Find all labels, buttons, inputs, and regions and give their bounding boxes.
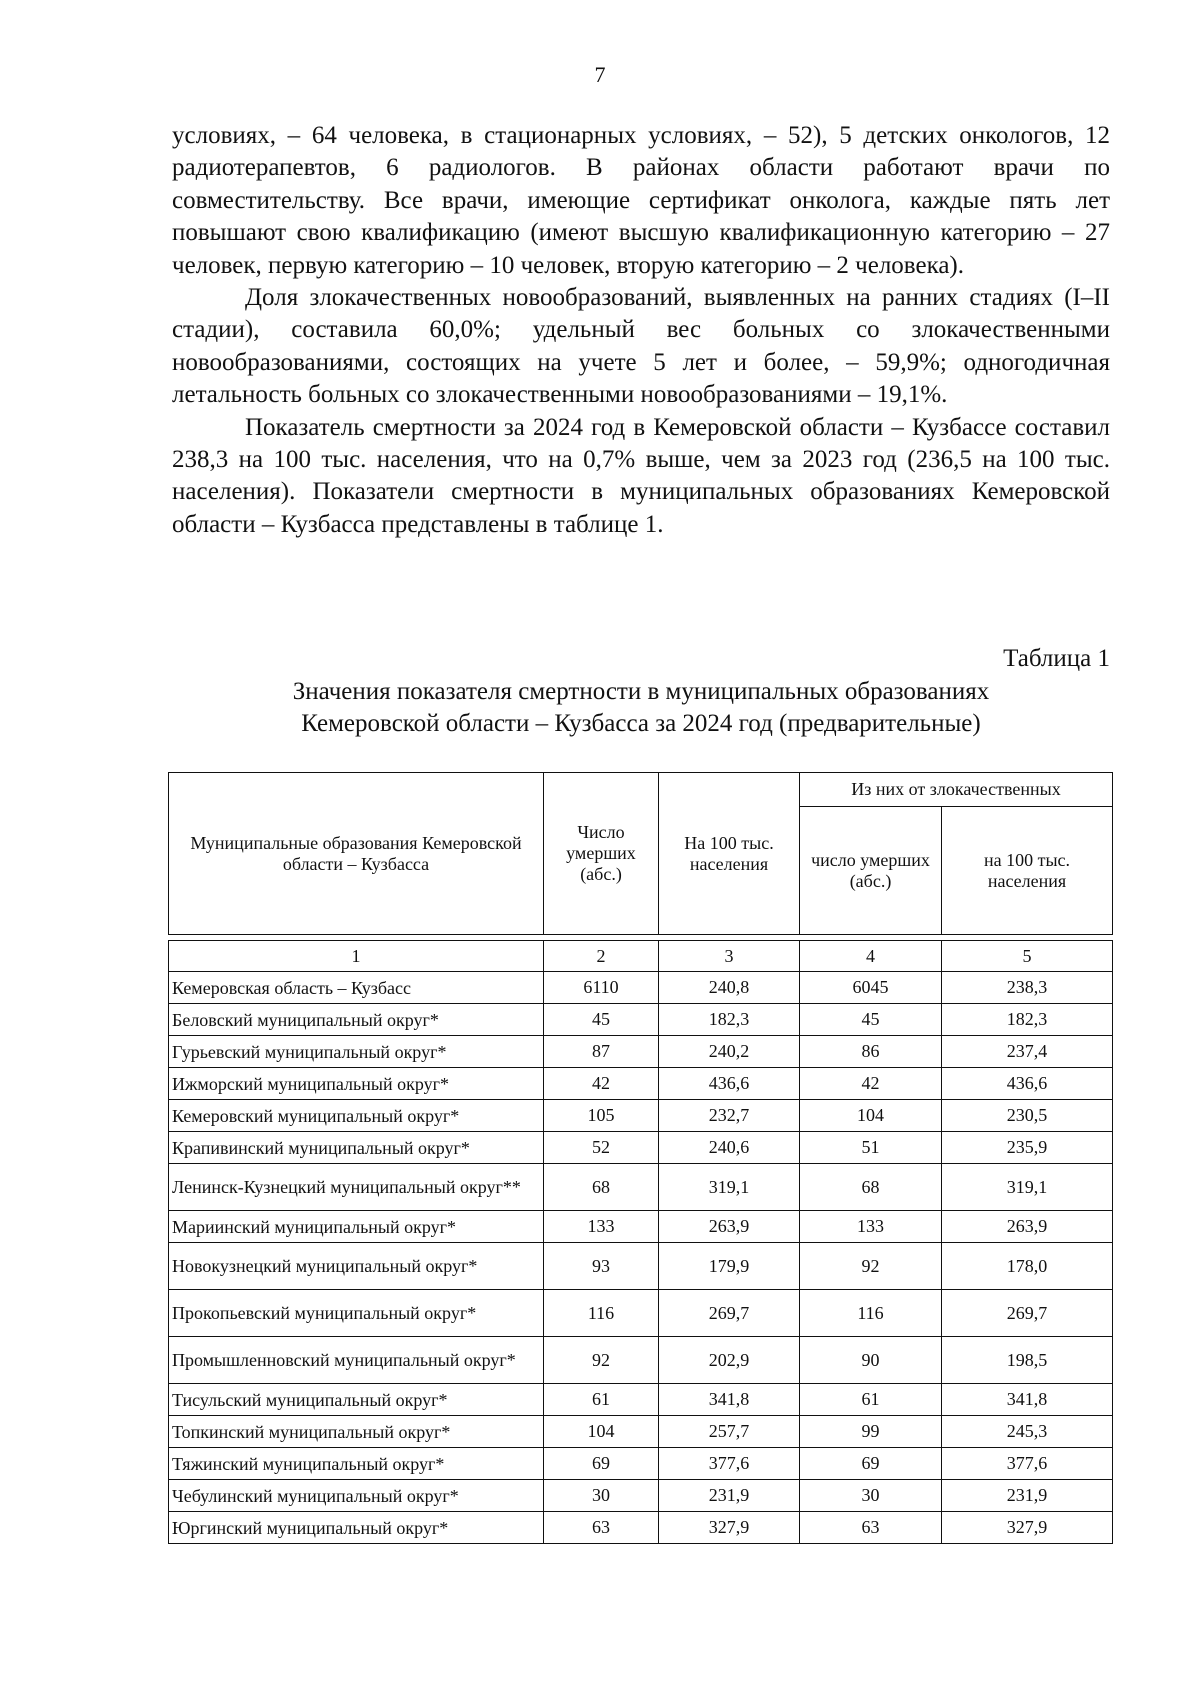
header-per-100k: На 100 тыс. населения — [659, 773, 800, 935]
paragraph-2: Доля злокачественных новообразований, выявленных на ранних стадиях (I–II стадии), составила 60,0%; удельный вес больных со злокачественными новообразованиями, состоящих на учете 5 лет и более, – 59,9%; одногодичная летальность больных со злокачественными новообразованиями – 19,1%. — [172, 284, 1110, 409]
cancer-per-100k-cell: 230,5 — [942, 1100, 1113, 1132]
cancer-per-100k-cell: 319,1 — [942, 1164, 1113, 1211]
deaths-cell: 93 — [544, 1243, 659, 1290]
cancer-deaths-cell: 90 — [800, 1337, 942, 1384]
table-row — [169, 1068, 1113, 1100]
per-100k-cell: 269,7 — [659, 1290, 800, 1337]
table-row — [169, 1448, 1113, 1480]
page-number: 7 — [594, 62, 606, 87]
cancer-deaths-cell: 104 — [800, 1100, 942, 1132]
cancer-deaths-cell: 86 — [800, 1036, 942, 1068]
per-100k-cell: 377,6 — [659, 1448, 800, 1480]
municipality-cell: Чебулинский муниципальный округ* — [169, 1480, 544, 1512]
table-row — [169, 1132, 1113, 1164]
cancer-deaths-cell: 61 — [800, 1384, 942, 1416]
column-numbers-row — [169, 941, 1113, 972]
deaths-cell: 68 — [544, 1164, 659, 1211]
deaths-cell: 133 — [544, 1211, 659, 1243]
municipality-cell: Новокузнецкий муниципальный округ* — [169, 1243, 544, 1290]
header-group-cancer: Из них от злокачественных — [800, 773, 1113, 807]
deaths-cell: 105 — [544, 1100, 659, 1132]
cancer-deaths-cell: 133 — [800, 1211, 942, 1243]
table-row — [169, 1164, 1113, 1211]
cancer-per-100k-cell: 198,5 — [942, 1337, 1113, 1384]
column-number: 3 — [659, 941, 800, 972]
per-100k-cell: 257,7 — [659, 1416, 800, 1448]
data-table — [168, 940, 1113, 1544]
municipality-cell: Промышленновский муниципальный округ* — [169, 1337, 544, 1384]
per-100k-cell: 232,7 — [659, 1100, 800, 1132]
table-title-line-1: Значения показателя смертности в муниципальных образованиях — [292, 677, 990, 705]
municipality-cell: Гурьевский муниципальный округ* — [169, 1036, 544, 1068]
cancer-per-100k-cell: 178,0 — [942, 1243, 1113, 1290]
per-100k-cell: 319,1 — [659, 1164, 800, 1211]
per-100k-cell: 182,3 — [659, 1004, 800, 1036]
municipality-cell: Ленинск-Кузнецкий муниципальный округ** — [169, 1164, 544, 1211]
municipality-cell: Тисульский муниципальный округ* — [169, 1384, 544, 1416]
header-deaths: Число умерших (абс.) — [544, 773, 659, 935]
column-number: 5 — [942, 941, 1113, 972]
deaths-cell: 104 — [544, 1416, 659, 1448]
deaths-cell: 116 — [544, 1290, 659, 1337]
cancer-deaths-cell: 68 — [800, 1164, 942, 1211]
municipality-cell: Мариинский муниципальный округ* — [169, 1211, 544, 1243]
cancer-deaths-cell: 63 — [800, 1512, 942, 1544]
cancer-per-100k-cell: 436,6 — [942, 1068, 1113, 1100]
per-100k-cell: 231,9 — [659, 1480, 800, 1512]
deaths-cell: 30 — [544, 1480, 659, 1512]
per-100k-cell: 240,6 — [659, 1132, 800, 1164]
deaths-cell: 52 — [544, 1132, 659, 1164]
deaths-cell: 45 — [544, 1004, 659, 1036]
cancer-deaths-cell: 45 — [800, 1004, 942, 1036]
table-header — [168, 772, 1113, 935]
table-row — [169, 1211, 1113, 1243]
paragraph-3: Показатель смертности за 2024 год в Кемеровской области – Кузбассе составил 238,3 на 100 тыс. населения, что на 0,7% выше, чем за 2023 год (236,5 на 100 тыс. населения). Показатели смертности в муниципальных образованиях Кемеровской области – Кузбасса представлены в таблице 1. — [172, 413, 1110, 538]
cancer-per-100k-cell: 245,3 — [942, 1416, 1113, 1448]
cancer-per-100k-cell: 237,4 — [942, 1036, 1113, 1068]
municipality-cell: Кемеровская область – Кузбасс — [169, 972, 544, 1004]
body-text — [172, 120, 1110, 541]
cancer-deaths-cell: 69 — [800, 1448, 942, 1480]
header-municipality: Муниципальные образования Кемеровской области – Кузбасса — [169, 773, 544, 935]
municipality-cell: Тяжинский муниципальный округ* — [169, 1448, 544, 1480]
table-row — [169, 972, 1113, 1004]
cancer-per-100k-cell: 263,9 — [942, 1211, 1113, 1243]
cancer-per-100k-cell: 341,8 — [942, 1384, 1113, 1416]
paragraph-1: условиях, – 64 человека, в стационарных условиях, – 52), 5 детских онкологов, 12 радиотерапевтов, 6 радиологов. В районах области работают врачи по совместительству. Все врачи, имеющие сертификат онколога, каждые пять лет повышают свою квалификацию (имеют высшую квалификационную категорию – 27 человек, первую категорию – 10 человек, вторую категорию – 2 человека). — [172, 122, 1110, 279]
municipality-cell: Крапивинский муниципальный округ* — [169, 1132, 544, 1164]
cancer-per-100k-cell: 238,3 — [942, 972, 1113, 1004]
municipality-cell: Ижморский муниципальный округ* — [169, 1068, 544, 1100]
deaths-cell: 42 — [544, 1068, 659, 1100]
per-100k-cell: 327,9 — [659, 1512, 800, 1544]
table-label: Таблица 1 — [1003, 645, 1110, 672]
table-row — [169, 1243, 1113, 1290]
table-caption — [172, 643, 1110, 741]
municipality-cell: Кемеровский муниципальный округ* — [169, 1100, 544, 1132]
cancer-deaths-cell: 116 — [800, 1290, 942, 1337]
deaths-cell: 61 — [544, 1384, 659, 1416]
cancer-deaths-cell: 42 — [800, 1068, 942, 1100]
deaths-cell: 69 — [544, 1448, 659, 1480]
column-number: 2 — [544, 941, 659, 972]
municipality-cell: Топкинский муниципальный округ* — [169, 1416, 544, 1448]
cancer-deaths-cell: 6045 — [800, 972, 942, 1004]
cancer-per-100k-cell: 235,9 — [942, 1132, 1113, 1164]
column-number: 1 — [169, 941, 544, 972]
table-row — [169, 1290, 1113, 1337]
table-row — [169, 1416, 1113, 1448]
column-number: 4 — [800, 941, 942, 972]
table-row — [169, 1004, 1113, 1036]
table-row — [169, 1384, 1113, 1416]
cancer-per-100k-cell: 231,9 — [942, 1480, 1113, 1512]
cancer-per-100k-cell: 182,3 — [942, 1004, 1113, 1036]
table-row — [169, 1480, 1113, 1512]
cancer-deaths-cell: 99 — [800, 1416, 942, 1448]
per-100k-cell: 436,6 — [659, 1068, 800, 1100]
cancer-per-100k-cell: 269,7 — [942, 1290, 1113, 1337]
deaths-cell: 92 — [544, 1337, 659, 1384]
deaths-cell: 87 — [544, 1036, 659, 1068]
per-100k-cell: 240,8 — [659, 972, 800, 1004]
per-100k-cell: 263,9 — [659, 1211, 800, 1243]
municipality-cell: Юргинский муниципальный округ* — [169, 1512, 544, 1544]
cancer-per-100k-cell: 377,6 — [942, 1448, 1113, 1480]
header-cancer-deaths: число умерших (абс.) — [800, 807, 942, 935]
deaths-cell: 63 — [544, 1512, 659, 1544]
per-100k-cell: 240,2 — [659, 1036, 800, 1068]
header-cancer-per-100k: на 100 тыс. населения — [942, 807, 1113, 935]
cancer-deaths-cell: 30 — [800, 1480, 942, 1512]
cancer-deaths-cell: 92 — [800, 1243, 942, 1290]
per-100k-cell: 179,9 — [659, 1243, 800, 1290]
table-row — [169, 1337, 1113, 1384]
cancer-per-100k-cell: 327,9 — [942, 1512, 1113, 1544]
deaths-cell: 6110 — [544, 972, 659, 1004]
municipality-cell: Прокопьевский муниципальный округ* — [169, 1290, 544, 1337]
table-row — [169, 1100, 1113, 1132]
table-row — [169, 1036, 1113, 1068]
table-title-line-2: Кемеровской области – Кузбасса за 2024 год (предварительные) — [301, 710, 981, 737]
cancer-deaths-cell: 51 — [800, 1132, 942, 1164]
table-row — [169, 1512, 1113, 1544]
per-100k-cell: 202,9 — [659, 1337, 800, 1384]
per-100k-cell: 341,8 — [659, 1384, 800, 1416]
municipality-cell: Беловский муниципальный округ* — [169, 1004, 544, 1036]
